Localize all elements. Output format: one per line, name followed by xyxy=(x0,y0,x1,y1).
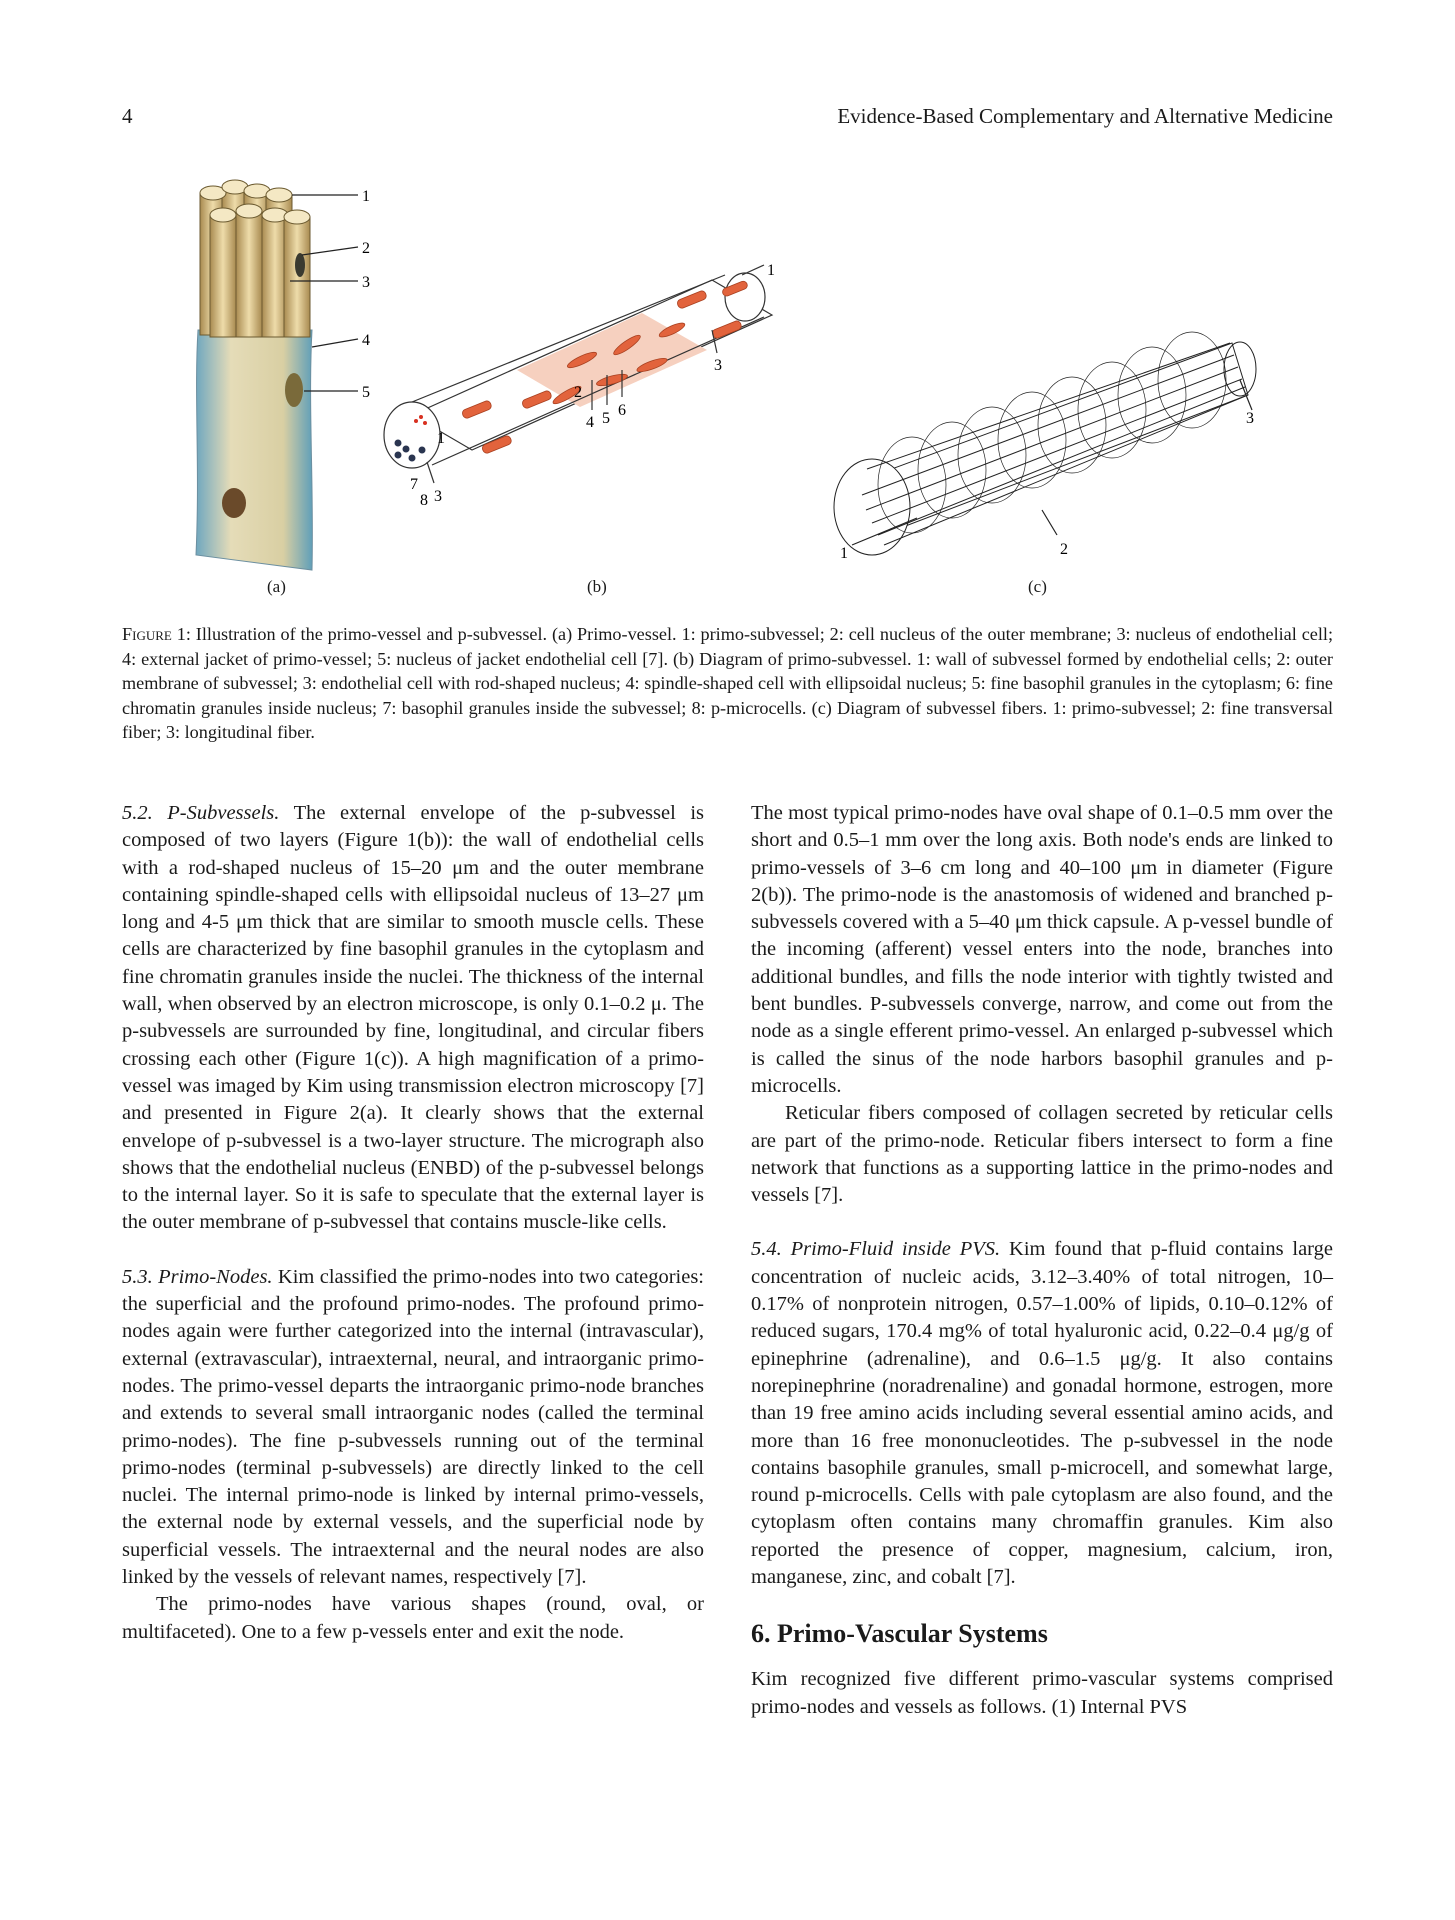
section-5-4-text: Kim found that p-fluid contains large concentration of nucleic acids, 3.12–3.40% of total nitrogen, 10–0.17% of nonprotein nitrogen, 0.57–1.00% of lipids, 0.10–0.12% of reduced sugars, 170.4 mg% of total hyaluronic acid, 0.22–0.4 μg/g of epinephrine (adrenaline), and 0.6–1.5 μg/g. It also contains norepinephrine (noradrenaline) and gonadal hormone, estrogen, more than 19 free amino acids including several essential amino acids, and more than 16 free mononucleotides. The p-subvessel in the node contains basophile granules, small p-microcell, and somewhat large, round p-microcells. Cells with pale cytoplasm are also found, and the cytoplasm often contains many chromaffin granules. Kim also reported the presence of copper, magnesium, calcium, iron, manganese, zinc, and cobalt [7]. xyxy=(751,1238,1333,1589)
figure-1 xyxy=(122,165,1333,605)
panel-b-callout-6: 6 xyxy=(618,402,626,419)
section-6-heading: 6. Primo-Vascular Systems xyxy=(751,1619,1048,1649)
panel-b-drawing xyxy=(384,265,772,483)
panel-b-callout-3-bottom: 3 xyxy=(434,488,442,505)
panel-b-callout-4: 4 xyxy=(586,414,594,431)
panel-a-callout-3: 3 xyxy=(362,274,370,291)
panel-a-callout-5: 5 xyxy=(362,384,370,401)
panel-b-callout-5: 5 xyxy=(602,410,610,427)
figure-caption xyxy=(122,622,1333,745)
caption-label: Figure 1: xyxy=(122,624,191,644)
page-number: 4 xyxy=(122,104,133,128)
journal-title: Evidence-Based Complementary and Alternative Medicine xyxy=(837,104,1333,128)
panel-a-callout-4: 4 xyxy=(362,332,370,349)
section-5-2 xyxy=(122,800,704,1237)
panel-c-callout-2: 2 xyxy=(1060,541,1068,558)
panel-b-callout-1-left: 1 xyxy=(437,430,445,447)
section-5-4-title: 5.4. Primo-Fluid inside PVS. xyxy=(751,1238,1001,1261)
panel-c-callout-1: 1 xyxy=(840,545,848,562)
section-5-3-text: Kim classified the primo-nodes into two categories: the superficial and the profound primo-nodes. The profound primo-nodes again were further categorized into the internal (intravascular), external (extravascular), intraexternal, neural, and intraorganic primo-nodes. The primo-vessel departs the intraorganic primo-node branches and extends to several small intraorganic nodes (called the terminal primo-nodes). The fine p-subvessels running out of the terminal primo-nodes (terminal p-subvessels) are directly linked to the cell nuclei. The internal primo-node is linked by internal primo-vessels, the external node by external vessels, and the superficial node by superficial vessels. The intraexternal and the neural nodes are also linked by the vessels of relevant names, respectively [7]. xyxy=(122,1265,704,1589)
section-5-3 xyxy=(122,1264,704,1592)
panel-b-callout-8: 8 xyxy=(420,492,428,509)
figure-1-illustration xyxy=(122,165,1333,605)
panel-c-callout-3: 3 xyxy=(1246,410,1254,427)
section-5-4 xyxy=(751,1236,1333,1591)
left-column xyxy=(122,800,704,1646)
section-5-3-title: 5.3. Primo-Nodes. xyxy=(122,1265,273,1288)
section-5-3-paragraph-2: The primo-nodes have various shapes (round, oval, or multifaceted). One to a few p-vessels enter and exit the node. xyxy=(122,1593,704,1643)
primo-nodes-paragraph: The most typical primo-nodes have oval shape of 0.1–0.5 mm over the short and 0.5–1 mm over the long axis. Both node's ends are linked to primo-vessels of 3–6 cm long and 40–100 μm in diameter (Figure 2(b)). The primo-node is the anastomosis of widened and branched p-subvessels covered with a 5–40 μm thick capsule. A p-vessel bundle of the incoming (afferent) vessel enters into the node, branches into additional bundles, and fills the node interior with tightly twisted and bent bundles. P-subvessels converge, narrow, and come out from the node as a single efferent primo-vessel. An enlarged p-subvessel which is called the sinus of the node harbors basophil granules and p-microcells. xyxy=(751,802,1333,1097)
right-column xyxy=(751,800,1333,1721)
caption-text: Illustration of the primo-vessel and p-subvessel. (a) Primo-vessel. 1: primo-subvessel; 2: cell nucleus of the outer membrane; 3: nucleus of endothelial cell; 4: external jacket of primo-vessel; 5: nucleus of jacket endothelial cell [7]. (b) Diagram of primo-subvessel. 1: wall of subvessel formed by endothelial cells; 2: outer membrane of subvessel; 3: endothelial cell with rod-shaped nucleus; 4: spindle-shaped cell with ellipsoidal nucleus; 5: fine basophil granules in the cytoplasm; 6: fine chromatin granules inside nucleus; 7: basophil granules inside the subvessel; 8: p-microcells. (c) Diagram of subvessel fibers. 1: primo-subvessel; 2: fine transversal fiber; 3: longitudinal fiber. xyxy=(122,624,1334,742)
panel-a-callout-2: 2 xyxy=(362,240,370,257)
section-5-2-text: The external envelope of the p-subvessel is composed of two layers (Figure 1(b)): the wall of endothelial cells with a rod-shaped nucleus of 15–20 μm and the outer membrane containing spindle-shaped cells with ellipsoidal nucleus of 13–27 μm long and 4-5 μm thick that are similar to smooth muscle cells. These cells are characterized by fine basophil granules in the cytoplasm and fine chromatin granules inside the nuclei. The thickness of the internal wall, when observed by an electron microscope, is only 0.1–0.2 μ. The p-subvessels are surrounded by fine, longitudinal, and circular fibers crossing each other (Figure 1(c)). A high magnification of a primo-vessel was imaged by Kim using transmission electron microscopy [7] and presented in Figure 2(a). It clearly shows that the external envelope of p-subvessel is a two-layer structure. The micrograph also shows that the endothelial nucleus (ENBD) of the p-subvessel belongs to the internal layer. So it is safe to speculate that the external layer is the outer membrane of p-subvessel that contains muscle-like cells. xyxy=(122,802,704,1234)
panel-b-callout-1-right: 1 xyxy=(767,262,775,279)
section-5-2-title: 5.2. P-Subvessels. xyxy=(122,802,280,824)
panel-a-callout-1: 1 xyxy=(362,188,370,205)
panel-c-drawing xyxy=(834,332,1256,555)
page-header xyxy=(122,104,1333,134)
panel-c-label: (c) xyxy=(1028,577,1047,596)
panel-a-label: (a) xyxy=(267,577,286,596)
reticular-fibers-paragraph: Reticular fibers composed of collagen secreted by reticular cells are part of the primo-node. Reticular fibers intersect to form a fine network that functions as a supporting lattice in the primo-nodes and vessels [7]. xyxy=(751,1102,1333,1207)
panel-b-label: (b) xyxy=(587,577,607,596)
panel-b-callout-3-right: 3 xyxy=(714,357,722,374)
panel-b-callout-7: 7 xyxy=(410,476,418,493)
panel-b-callout-2: 2 xyxy=(574,384,582,401)
panel-a-drawing xyxy=(196,180,358,570)
section-6-text: Kim recognized five different primo-vascular systems comprised primo-nodes and vessels as follows. (1) Internal PVS xyxy=(751,1668,1333,1718)
